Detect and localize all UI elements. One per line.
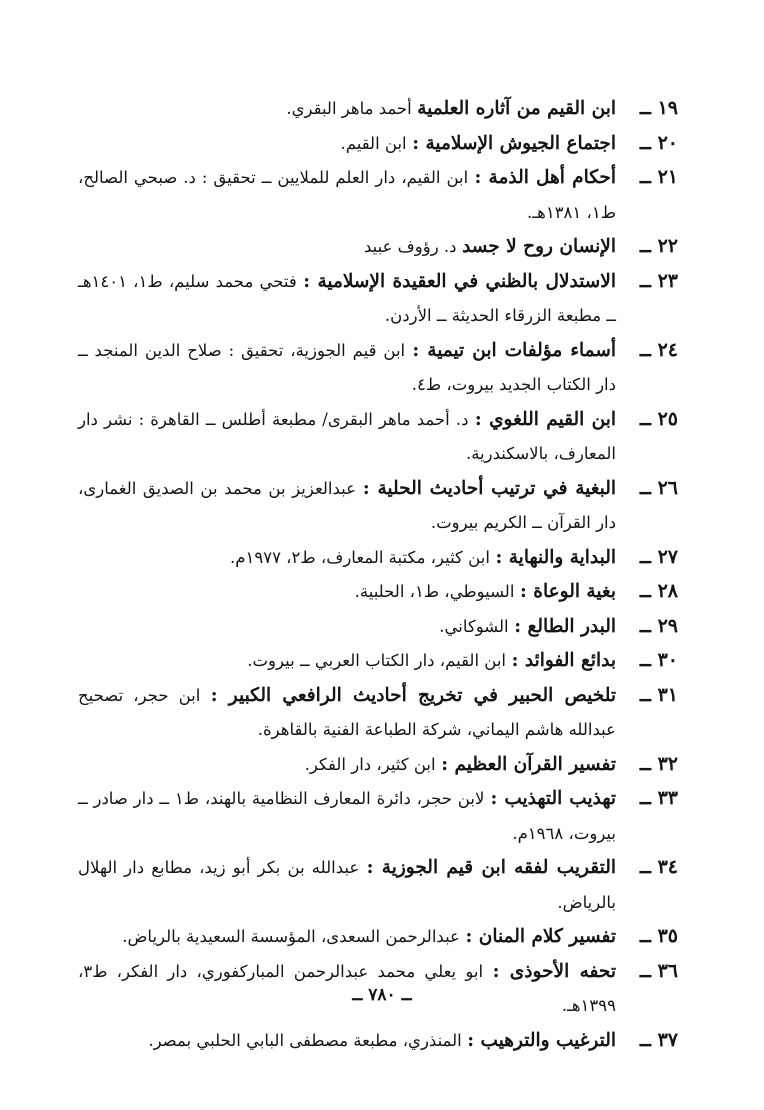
bibliography-entry: [78, 644, 678, 679]
entry-number: ٢٤ ــ: [639, 338, 678, 361]
bibliography-entry: [78, 782, 678, 851]
entry-title: تفسير القرآن العظيم :: [441, 753, 616, 775]
entry-number: ٣٤ ــ: [639, 856, 678, 878]
entry-details: ابو يعلي محمد عبدالرحمن المباركفوري، دار الفكر، ط٣، ١٣٩٩هـ.: [78, 961, 616, 1015]
entry-number: ٢٩ ــ: [639, 614, 678, 637]
bibliography-entry: [78, 575, 678, 610]
entry-number: ٢٦ ــ: [639, 476, 678, 499]
entry-title: أحكام أهل الذمة :: [474, 167, 616, 188]
entry-number: ٢٢ ــ: [639, 235, 678, 257]
page-number: ــ ٧٨٠ ــ: [352, 985, 412, 1005]
entry-title: الإنسان روح لا جسد: [462, 236, 616, 257]
entry-number: ٢٧ ــ: [639, 545, 678, 568]
bibliography-list: [78, 92, 678, 1058]
entry-details: لابن حجر، دائرة المعارف النظامية بالهند، ط١ ــ دار صادر ــ بيروت، ١٩٦٨م.: [78, 789, 616, 843]
entry-title: تفسير كلام المنان :: [465, 926, 616, 947]
bibliography-entry: [78, 265, 678, 334]
entry-number: ٣٧ ــ: [639, 1028, 678, 1051]
entry-number: ٣١ ــ: [639, 683, 678, 706]
entry-title: ابن القيم اللغوي :: [474, 408, 616, 430]
entry-title: البدر الطالع :: [514, 615, 616, 637]
entry-title: تهذيب التهذيب :: [490, 788, 617, 809]
entry-title: ابن القيم من آثاره العلمية: [417, 98, 616, 119]
entry-number: ٣٢ ــ: [639, 752, 678, 775]
entry-details: ابن قيم الجوزية، تحقيق : صلاح الدين المنجد ــ دار الكتاب الجديد بيروت، ط٤.: [78, 340, 616, 394]
bibliography-entry: [78, 472, 678, 541]
entry-title: الاستدلال بالظني في العقيدة الإسلامية :: [303, 270, 616, 292]
entry-number: ٢١ ــ: [639, 166, 678, 188]
entry-details: فتحي محمد سليم، ط١، ١٤٠١هـ ــ مطبعة الزرقاء الحديثة ــ الأردن.: [78, 271, 616, 325]
entry-details: ابن كثير، مكتبة المعارف، ط٢، ١٩٧٧م.: [230, 547, 490, 567]
entry-details: عبدالعزيز بن محمد بن الصديق الغمارى، دار القرآن ــ الكريم بيروت.: [78, 478, 616, 532]
entry-title: البداية والنهاية :: [495, 546, 616, 568]
entry-title: الترغيب والترهيب :: [467, 1029, 616, 1051]
entry-details: ابن القيم، دار الكتاب العربي ــ بيروت.: [247, 651, 507, 670]
entry-details: عبدالرحمن السعدى، المؤسسة السعيدية بالرياض.: [122, 927, 460, 946]
entry-details: المنذري، مطبعة مصطفى البابي الحلبي بمصر.: [148, 1030, 462, 1050]
entry-details: عبدالله بن بكر أبو زيد، مطابع دار الهلال بالرياض.: [78, 858, 616, 912]
entry-details: ابن كثير، دار الفكر.: [304, 754, 436, 774]
entry-details: د. أحمد ماهر البقرى/ مطبعة أطلس ــ القاهرة : نشر دار المعارف، بالاسكندرية.: [78, 409, 616, 463]
entry-title: أسماء مؤلفات ابن تيمية :: [412, 339, 617, 361]
bibliography-entry: [78, 1024, 678, 1059]
bibliography-entry: [78, 851, 678, 920]
bibliography-entry: [78, 230, 678, 265]
entry-details: أحمد ماهر البقري.: [286, 99, 412, 118]
bibliography-entry: [78, 541, 678, 576]
entry-details: د. رؤوف عبيد: [363, 237, 457, 256]
entry-number: ٣٠ ــ: [639, 649, 678, 671]
entry-title: التقريب لفقه ابن قيم الجوزية :: [366, 857, 616, 878]
entry-number: ٢٨ ــ: [639, 580, 678, 602]
entry-title: بغية الوعاة :: [520, 581, 616, 602]
entry-title: البغية في ترتيب أحاديث الحلية :: [362, 477, 616, 499]
entry-details: ابن حجر، تصحيح عبدالله هاشم اليماني، شركة الطباعة الفنية بالقاهرة.: [78, 685, 616, 739]
bibliography-entry: [78, 334, 678, 403]
entry-details: الشوكاني.: [439, 616, 509, 636]
bibliography-entry: [78, 92, 678, 127]
entry-number: ٣٦ ــ: [639, 959, 678, 982]
entry-title: تحفه الأحوذى :: [492, 960, 616, 982]
entry-title: تلخيص الحبير في تخريج أحاديث الرافعي الكبير :: [210, 684, 616, 706]
entry-number: ٣٥ ــ: [639, 925, 678, 947]
bibliography-entry: [78, 920, 678, 955]
bibliography-entry: [78, 403, 678, 472]
entry-number: ٢٣ ــ: [639, 269, 678, 292]
bibliography-entry: [78, 161, 678, 230]
entry-number: ٣٣ ــ: [639, 787, 678, 809]
bibliography-entry: [78, 679, 678, 748]
bibliography-entry: [78, 610, 678, 645]
entry-details: السيوطي، ط١، الحلبية.: [354, 582, 515, 601]
bibliography-entry: [78, 127, 678, 162]
entry-details: ابن القيم.: [340, 133, 407, 153]
entry-title: اجتماع الجيوش الإسلامية :: [412, 132, 616, 154]
entry-details: ابن القيم، دار العلم للملايين ــ تحقيق : د. صبحي الصالح، ط١، ١٣٨١هـ.: [78, 168, 616, 222]
entry-number: ٢٠ ــ: [639, 131, 678, 154]
entry-number: ١٩ ــ: [639, 97, 678, 119]
entry-title: بدائع الفوائد :: [511, 650, 616, 671]
bibliography-entry: [78, 748, 678, 783]
entry-number: ٢٥ ــ: [639, 407, 678, 430]
